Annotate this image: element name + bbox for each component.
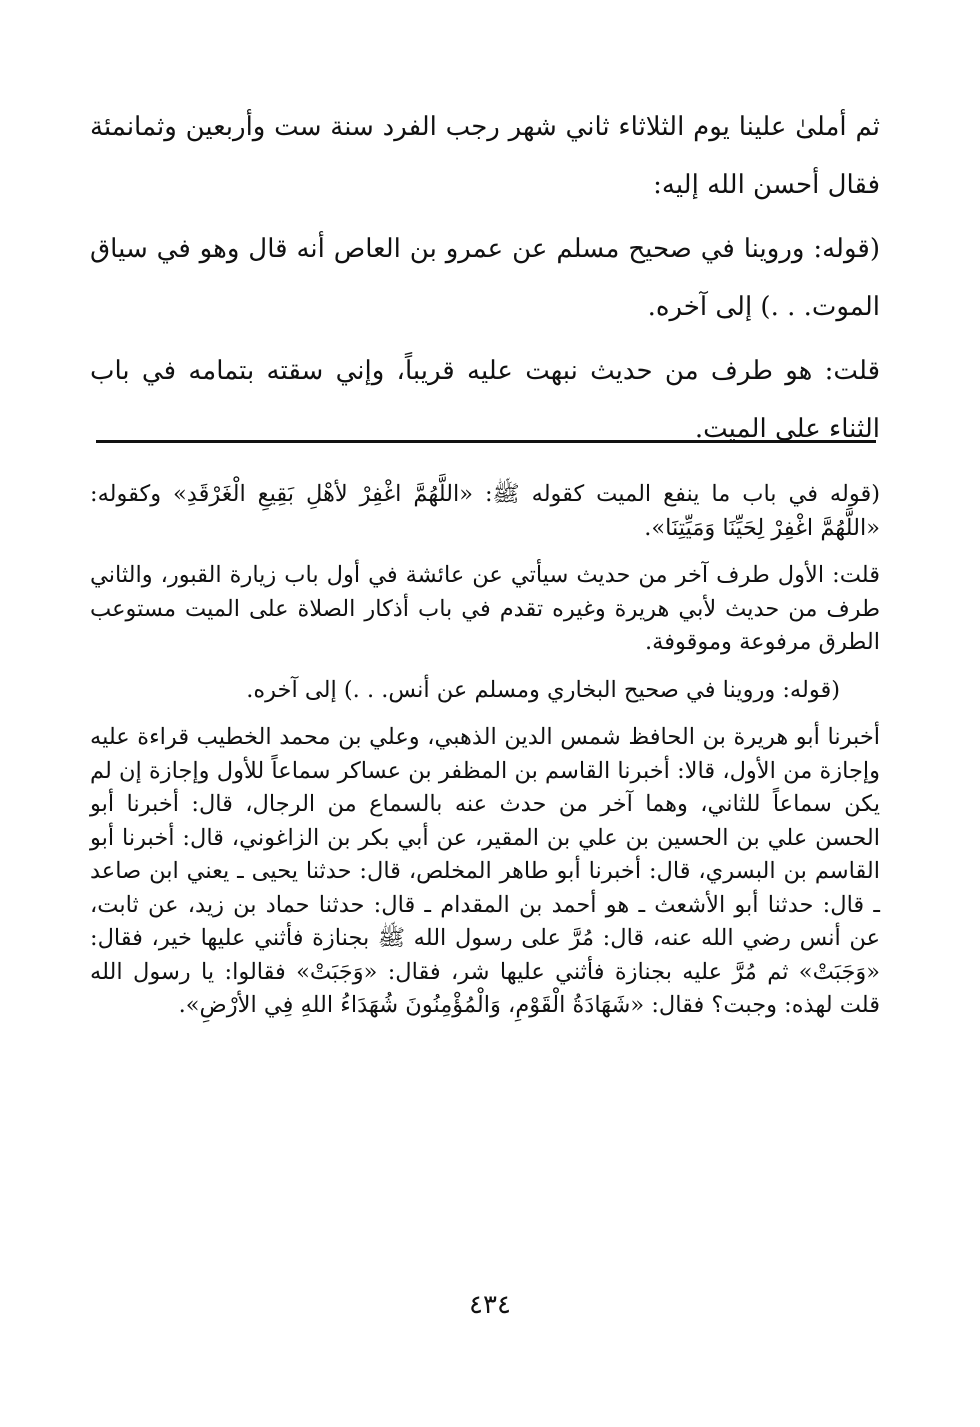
main-paragraph: قلت: هو طرف من حديث نبهت عليه قريباً، وإني سقته بتمامه في باب الثناء على الميت.: [90, 356, 880, 444]
commentary-paragraph: (قوله في باب ما ينفع الميت كقوله ﷺ: «اللَّهُمَّ اغْفِرْ لأهْلِ بَقِيعِ الْغَرْقَدِ» وكقوله: «اللَّهُمَّ اغْفِرْ لِحَيِّنَا وَمَيِّتِنَا».: [90, 481, 880, 541]
page-number: ٤٣٤: [469, 1290, 511, 1320]
commentary-paragraph: أخبرنا أبو هريرة بن الحافظ شمس الدين الذهبي، وعلي بن محمد الخطيب قراءة عليه وإجازة من الأول، قالا: أخبرنا القاسم بن المظفر بن عساكر سماعاً للأول وإجازة إن لم يكن سماعاً للثاني، وهما آخر من حدث عنه بالسماع من الرجال، قال: أخبرنا أبو الحسن علي بن الحسين بن علي بن المقير، عن أبي بكر بن الزاغوني، قال: أخبرنا أبو القاسم بن البسري، قال: أخبرنا أبو طاهر المخلص، قال: حدثنا يحيى ـ يعني ابن صاعد ـ قال: حدثنا أبو الأشعث ـ هو أحمد بن المقدام ـ قال: حدثنا حماد بن زيد، عن ثابت، عن أنس رضي الله عنه، قال: مُرَّ على رسول الله ﷺ بجنازة فأثني عليها خير، فقال: «وَجَبَتْ» ثم مُرَّ عليه بجنازة فأثني عليها شر، فقال: «وَجَبَتْ» فقالوا: يا رسول الله قلت لهذه: وجبت؟ فقال: «شَهَادَةُ الْقَوْمِ، وَالْمُؤْمِنُونَ شُهَدَاءُ اللهِ فِي الأرْضِ».: [90, 724, 880, 1018]
main-paragraph: ثم أملىٰ علينا يوم الثلاثاء ثاني شهر رجب الفرد سنة ست وأربعين وثمانمئة فقال أحسن الله إليه:: [90, 112, 880, 200]
section-divider: [96, 440, 876, 443]
main-paragraph: (قوله: وروينا في صحيح مسلم عن عمرو بن العاص أنه قال وهو في سياق الموت. . .) إلى آخره.: [90, 234, 880, 322]
commentary-paragraph: قلت: الأول طرف آخر من حديث سيأتي عن عائشة في أول باب زيارة القبور، والثاني طرف من حديث لأبي هريرة وغيره تقدم في باب أذكار الصلاة على الميت مستوعب الطرق مرفوعة وموقوفة.: [90, 562, 880, 655]
main-text: [90, 98, 880, 458]
commentary-paragraph: (قوله: وروينا في صحيح البخاري ومسلم عن أنس. . .) إلى آخره.: [246, 676, 840, 703]
commentary-text: [90, 478, 880, 1023]
